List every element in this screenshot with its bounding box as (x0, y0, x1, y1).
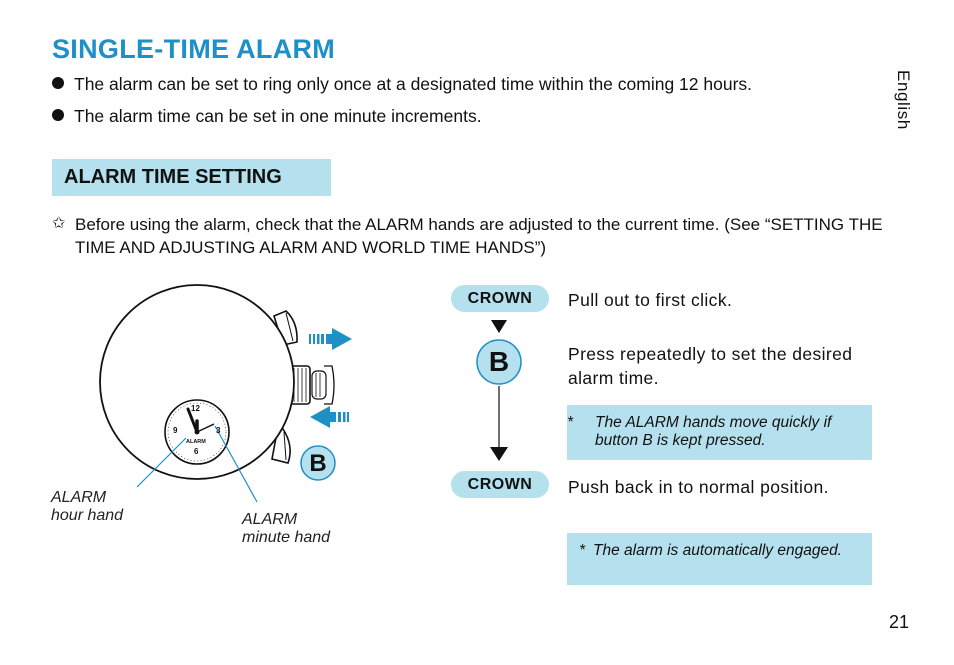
crown-badge-pull: CROWN (451, 285, 549, 312)
star-icon: ✩ (52, 215, 66, 232)
pull-out-arrow-icon (309, 328, 352, 350)
button-b-label-step: B (488, 346, 510, 377)
bullet-text: The alarm can be set to ring only once at a designated time within the coming 12 hours. (74, 74, 753, 94)
step2-note-mark: * (567, 414, 574, 431)
minute-hand-label-line2: minute hand (242, 529, 331, 546)
minute-hand-label (242, 511, 330, 547)
step1-text: Pull out to first click. (568, 290, 733, 310)
down-arrow-icon (490, 447, 508, 461)
step2-note: The ALARM hands move quickly if button B is kept pressed. (595, 414, 832, 449)
hour-hand-label-line2: hour hand (51, 507, 124, 524)
step3-note-mark: * (579, 542, 586, 559)
dial-number-6: 6 (194, 447, 199, 456)
note-text: Before using the alarm, check that the ALARM hands are adjusted to the current time. (See “SETTING THE TIME AND ADJUSTING ALARM AND WORLD TIME HANDS”) (75, 215, 883, 257)
dial-number-3: 3 (216, 426, 221, 435)
dial-label: ALARM (186, 439, 206, 445)
button-b-label-watch: B (309, 450, 327, 477)
step3-note: The alarm is automatically engaged. (593, 542, 842, 559)
minute-hand-label-line1: ALARM (242, 511, 298, 528)
step2-text: Press repeatedly to set the desired alarm time. (568, 344, 853, 388)
dial-number-9: 9 (173, 426, 178, 435)
hour-hand-label-line1: ALARM (51, 489, 107, 506)
crown-badge-push: CROWN (451, 471, 549, 498)
step3-note-box (567, 533, 872, 585)
page-number: 21 (889, 612, 910, 632)
bullet-text: The alarm time can be set in one minute increments. (74, 106, 482, 126)
section-heading: ALARM TIME SETTING (64, 166, 282, 188)
down-arrow-icon (491, 320, 507, 333)
step2-note-box (567, 405, 872, 460)
step3-text: Push back in to normal position. (568, 477, 829, 497)
hour-hand-label (51, 489, 123, 525)
push-in-arrow-icon (310, 406, 349, 428)
language-tab-label: English (894, 70, 913, 130)
crown (290, 366, 334, 404)
page-title: SINGLE-TIME ALARM (52, 34, 336, 64)
dial-number-12: 12 (191, 404, 200, 413)
